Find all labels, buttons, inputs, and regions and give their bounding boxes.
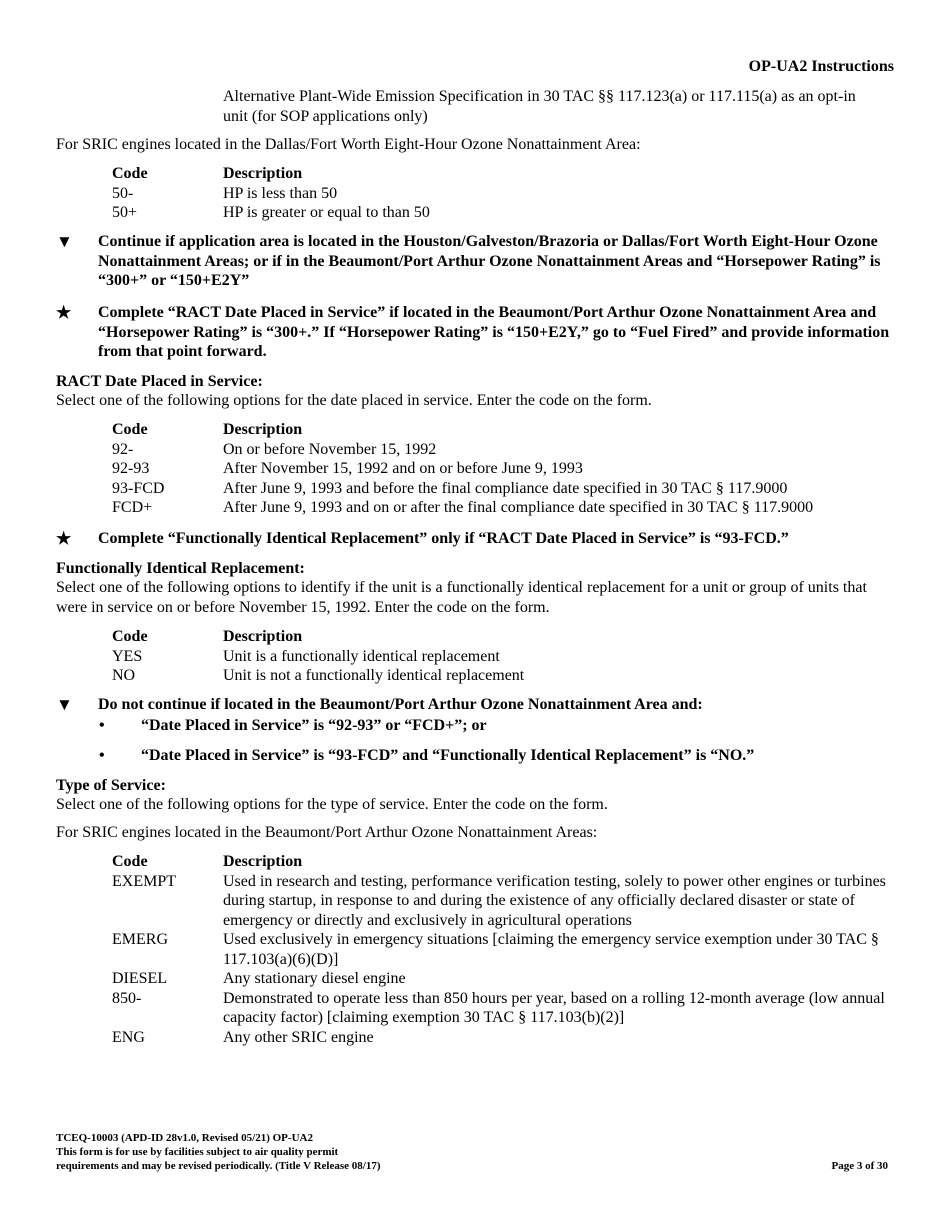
description-cell: Any stationary diesel engine — [223, 970, 406, 987]
list-item — [99, 716, 899, 736]
code-cell: FCD+ — [112, 499, 153, 516]
table-row — [112, 872, 902, 931]
table-row — [112, 989, 902, 1028]
code-cell: EMERG — [112, 931, 168, 948]
table-header-row — [112, 420, 902, 440]
code-cell: 50+ — [112, 204, 138, 221]
code-cell: YES — [112, 647, 143, 665]
code-cell: 93-FCD — [112, 479, 165, 497]
note-do-not-continue-text: Do not continue if located in the Beaumont/Port Arthur Ozone Nonattainment Area and: — [98, 696, 703, 713]
star-icon: ★ — [56, 303, 72, 322]
service-heading: Type of Service: — [56, 777, 166, 794]
service-bpa-intro: For SRIC engines located in the Beaumont/Port Arthur Ozone Nonattainment Areas: — [56, 824, 598, 841]
ract-table — [112, 420, 902, 518]
page-header-title: OP-UA2 Instructions — [748, 58, 894, 75]
code-header: Code — [112, 165, 148, 182]
code-cell: 850- — [112, 989, 142, 1007]
description-cell: After November 15, 1992 and on or before June 9, 1993 — [223, 460, 583, 477]
table-row — [112, 440, 902, 460]
description-cell: After June 9, 1993 and on or after the final compliance date specified in 30 TAC § 117.9000 — [223, 499, 814, 516]
description-cell: After June 9, 1993 and before the final compliance date specified in 30 TAC § 117.9000 — [223, 479, 788, 497]
code-cell: 92-93 — [112, 460, 150, 477]
note-complete-ract — [56, 303, 896, 362]
table-header-row — [112, 627, 902, 647]
description-cell: On or before November 15, 1992 — [223, 440, 437, 458]
table-row — [112, 1028, 902, 1048]
description-cell: HP is less than 50 — [223, 184, 338, 202]
description-header: Description — [223, 853, 303, 870]
code-cell: 92- — [112, 440, 134, 458]
note-complete-ract-text: Complete “RACT Date Placed in Service” if located in the Beaumont/Port Arthur Ozone Nonattainment Area and “Horsepower Rating” is “300+.” If “Horsepower Rating” is “150+E2Y,” go to “Fuel Fired” and provide information from that point forward. — [98, 304, 890, 360]
hp-table — [112, 164, 902, 223]
description-cell: Used exclusively in emergency situations [claiming the emergency service exemption under 30 TAC § 117.103(a)(6)(D)] — [223, 931, 879, 968]
description-cell: Unit is not a functionally identical replacement — [223, 667, 525, 684]
footer — [56, 1131, 380, 1173]
code-cell: EXEMPT — [112, 872, 176, 890]
ract-intro: Select one of the following options for the date placed in service. Enter the code on the form. — [56, 392, 652, 409]
description-cell: Any other SRIC engine — [223, 1028, 374, 1046]
table-row — [112, 184, 902, 204]
description-cell: Used in research and testing, performance verification testing, solely to power other engines or turbines during startup, in response to and during the existence of any officially declared disaster or state of emergency or directly and exclusively in agricultural operations — [223, 872, 886, 929]
note-continue-text: Continue if application area is located in the Houston/Galveston/Brazoria or Dallas/Fort Worth Eight-Hour Ozone Nonattainment Areas; or if in the Beaumont/Port Arthur Ozone Nonattainment Areas and “Horsepower Rating” is “300+” or “150+E2Y” — [98, 233, 881, 289]
fir-table — [112, 627, 902, 686]
note-continue — [56, 232, 896, 291]
bullet-icon: • — [99, 747, 105, 764]
table-header-row — [112, 852, 902, 872]
code-cell: DIESEL — [112, 970, 168, 987]
service-table — [112, 852, 902, 1047]
fir-intro: Select one of the following options to identify if the unit is a functionally identical replacement for a unit or group of units that were in service on or before November 15, 1992. Enter the code on the form. — [56, 579, 867, 616]
intro-continuation: Alternative Plant-Wide Emission Specification in 30 TAC §§ 117.123(a) or 117.115(a) as an opt-in unit (for SOP applications only) — [223, 88, 856, 125]
note-do-not-continue — [56, 695, 896, 715]
description-cell: Unit is a functionally identical replacement — [223, 647, 500, 665]
description-header: Description — [223, 165, 303, 182]
footer-usage-note: This form is for use by facilities subject to air quality permit — [56, 1146, 339, 1158]
footer-form-id: TCEQ-10003 (APD-ID 28v1.0, Revised 05/21) OP-UA2 — [56, 1132, 313, 1144]
bullet-icon: • — [99, 717, 105, 734]
description-header: Description — [223, 421, 303, 438]
table-row — [112, 647, 902, 667]
table-row — [112, 666, 902, 686]
dfw-intro: For SRIC engines located in the Dallas/Fort Worth Eight-Hour Ozone Nonattainment Area: — [56, 136, 641, 153]
page-number: Page 3 of 30 — [831, 1160, 888, 1172]
table-row — [112, 498, 902, 518]
description-cell: HP is greater or equal to than 50 — [223, 204, 430, 221]
description-cell: Demonstrated to operate less than 850 hours per year, based on a rolling 12-month average (low annual capacity factor) [claiming exemption 30 TAC § 117.103(b)(2)] — [223, 989, 885, 1026]
down-triangle-icon: ▼ — [56, 695, 73, 714]
table-row — [112, 969, 902, 989]
code-cell: ENG — [112, 1028, 145, 1046]
service-intro: Select one of the following options for the type of service. Enter the code on the form. — [56, 796, 608, 813]
code-cell: NO — [112, 667, 136, 684]
list-item — [99, 746, 899, 766]
table-row — [112, 203, 902, 223]
ract-heading: RACT Date Placed in Service: — [56, 373, 263, 390]
fir-heading: Functionally Identical Replacement: — [56, 560, 305, 577]
table-row — [112, 459, 902, 479]
code-header: Code — [112, 853, 148, 870]
down-triangle-icon: ▼ — [56, 232, 73, 251]
bullet-text: “Date Placed in Service” is “92-93” or “FCD+”; or — [141, 717, 487, 734]
star-icon: ★ — [56, 529, 72, 548]
table-row — [112, 479, 902, 499]
code-cell: 50- — [112, 184, 134, 202]
code-header: Code — [112, 628, 148, 645]
note-complete-fir-text: Complete “Functionally Identical Replacement” only if “RACT Date Placed in Service” is “93-FCD.” — [98, 530, 789, 547]
footer-revision-note: requirements and may be revised periodically. (Title V Release 08/17) — [56, 1160, 381, 1172]
bullet-text: “Date Placed in Service” is “93-FCD” and “Functionally Identical Replacement” is “NO.” — [141, 747, 755, 764]
table-header-row — [112, 164, 902, 184]
description-header: Description — [223, 628, 303, 645]
table-row — [112, 930, 902, 969]
code-header: Code — [112, 421, 148, 438]
note-complete-fir — [56, 529, 896, 549]
